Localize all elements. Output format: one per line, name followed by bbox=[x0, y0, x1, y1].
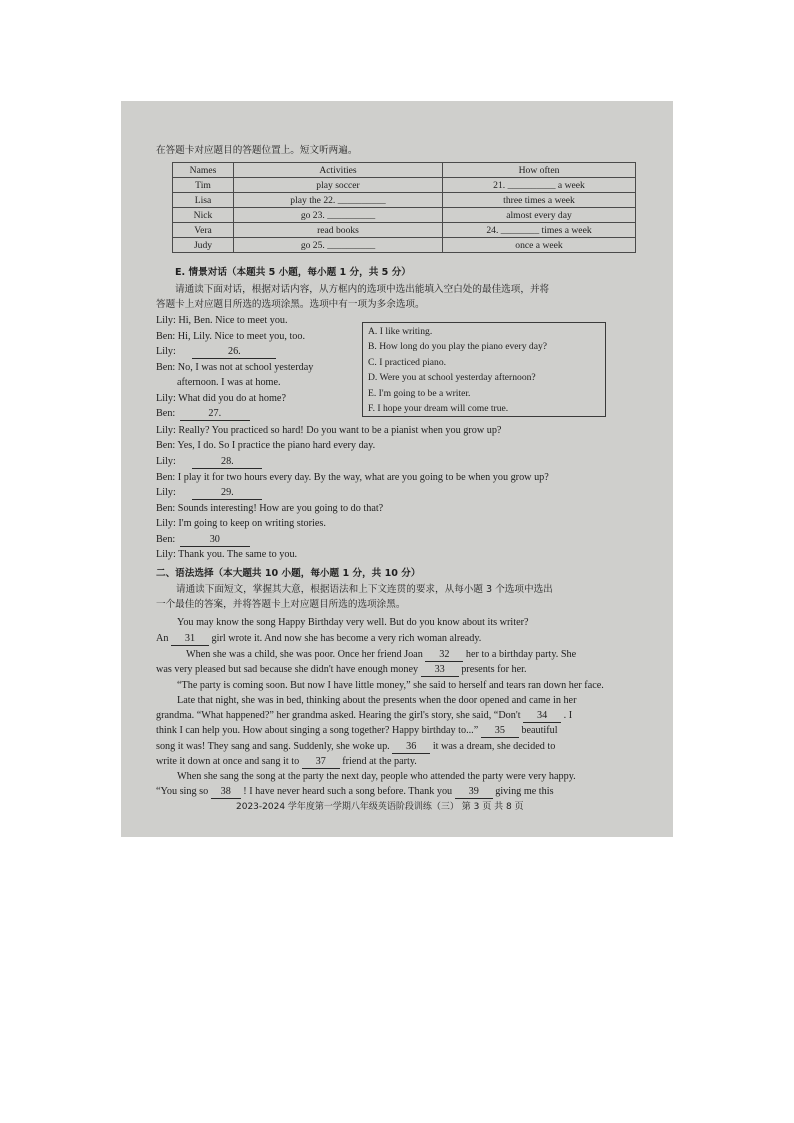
header-activities: Activities bbox=[234, 163, 443, 178]
passage-text: song it was! They sang and sang. Suddenly, she woke up. bbox=[156, 741, 390, 752]
speaker-label: Ben: bbox=[156, 534, 176, 545]
answer-blank-35: 35 bbox=[481, 724, 519, 738]
passage-text: ! I have never heard such a song before. Thank you bbox=[243, 786, 453, 797]
table-header-row bbox=[173, 163, 636, 178]
table-row bbox=[173, 223, 636, 238]
passage-line bbox=[186, 648, 576, 662]
option-a: A. I like writing. bbox=[368, 326, 433, 337]
passage-text: write it down at once and sang it to bbox=[156, 756, 300, 767]
passage-text: girl wrote it. And now she has become a very rich woman already. bbox=[211, 633, 482, 644]
speaker-label: Lily: bbox=[156, 346, 176, 357]
passage-line bbox=[156, 755, 417, 769]
passage-line: “The party is coming soon. But now I have little money,” she said to herself and tears ran down her face. bbox=[177, 680, 604, 691]
passage-text: think I can help you. How about singing a song together? Happy birthday to...” bbox=[156, 725, 479, 736]
cell-name: Lisa bbox=[173, 193, 234, 208]
table-row bbox=[173, 193, 636, 208]
answer-blank-36: 36 bbox=[392, 740, 430, 754]
passage-line bbox=[156, 724, 558, 738]
cell-name: Nick bbox=[173, 208, 234, 223]
passage-text: When she was a child, she was poor. Once her friend Joan bbox=[186, 649, 423, 660]
section-2-title: 二、语法选择（本大题共 10 小题，每小题 1 分，共 10 分） bbox=[156, 568, 421, 579]
speaker-label: Lily: bbox=[156, 456, 176, 467]
dialogue-line: Ben: I play it for two hours every day. By the way, what are you going to be when you grow up? bbox=[156, 472, 549, 483]
passage-text: friend at the party. bbox=[342, 756, 417, 767]
table-row bbox=[173, 178, 636, 193]
passage-text: giving me this bbox=[495, 786, 554, 797]
dialogue-line: afternoon. I was at home. bbox=[177, 377, 281, 388]
section-2-instruction-1: 请通读下面短文，掌握其大意，根据语法和上下文连贯的要求，从每小题 3 个选项中选出 bbox=[176, 584, 553, 595]
dialogue-line-blank bbox=[156, 455, 262, 469]
passage-line bbox=[156, 740, 555, 754]
dialogue-line-blank bbox=[156, 407, 250, 421]
listening-table bbox=[172, 162, 636, 253]
option-d: D. Were you at school yesterday afternoon? bbox=[368, 372, 536, 383]
answer-blank-27: 27. bbox=[180, 407, 250, 421]
cell-name: Vera bbox=[173, 223, 234, 238]
answer-blank-37: 37 bbox=[302, 755, 340, 769]
passage-line: You may know the song Happy Birthday very well. But do you know about its writer? bbox=[177, 617, 529, 628]
cell-activity: play the 22. __________ bbox=[234, 193, 443, 208]
answer-blank-32: 32 bbox=[425, 648, 463, 662]
option-c: C. I practiced piano. bbox=[368, 357, 447, 368]
speaker-label: Lily: bbox=[156, 487, 176, 498]
dialogue-line-blank bbox=[156, 345, 276, 359]
cell-often: 24. ________ times a week bbox=[443, 223, 636, 238]
dialogue-line: Ben: No, I was not at school yesterday bbox=[156, 362, 314, 373]
cell-often: three times a week bbox=[443, 193, 636, 208]
answer-blank-31: 31 bbox=[171, 632, 209, 646]
dialogue-line-blank bbox=[156, 486, 262, 500]
answer-blank-26: 26. bbox=[192, 345, 276, 359]
dialogue-line: Lily: I'm going to keep on writing stories. bbox=[156, 518, 326, 529]
table-row bbox=[173, 208, 636, 223]
instruction-top: 在答题卡对应题目的答题位置上。短文听两遍。 bbox=[156, 145, 358, 156]
dialogue-line: Lily: What did you do at home? bbox=[156, 393, 286, 404]
cell-name: Tim bbox=[173, 178, 234, 193]
header-how-often: How often bbox=[443, 163, 636, 178]
section-e-instruction-1: 请通读下面对话，根据对话内容，从方框内的选项中选出能填入空白处的最佳选项，并将 bbox=[175, 284, 550, 295]
dialogue-line-blank bbox=[156, 533, 250, 547]
passage-line bbox=[156, 663, 527, 677]
cell-often: 21. __________ a week bbox=[443, 178, 636, 193]
dialogue-line: Lily: Thank you. The same to you. bbox=[156, 549, 298, 560]
passage-text: presents for her. bbox=[461, 664, 527, 675]
section-2-instruction-2: 一个最佳的答案，并将答题卡上对应题目所选的选项涂黑。 bbox=[156, 599, 406, 610]
page-footer: 2023-2024 学年度第一学期八年级英语阶段训练（三） 第 3 页 共 8 页 bbox=[236, 802, 524, 812]
passage-text: was very pleased but sad because she didn't have enough money bbox=[156, 664, 419, 675]
passage-line bbox=[156, 632, 481, 646]
passage-line: When she sang the song at the party the next day, people who attended the party were very happy. bbox=[177, 771, 576, 782]
dialogue-line: Lily: Hi, Ben. Nice to meet you. bbox=[156, 315, 288, 326]
option-f: F. I hope your dream will come true. bbox=[368, 403, 509, 414]
cell-often: once a week bbox=[443, 238, 636, 253]
cell-name: Judy bbox=[173, 238, 234, 253]
answer-blank-29: 29. bbox=[192, 486, 262, 500]
answer-blank-39: 39 bbox=[455, 785, 493, 799]
answer-blank-38: 38 bbox=[211, 785, 241, 799]
header-names: Names bbox=[173, 163, 234, 178]
speaker-label: Ben: bbox=[156, 408, 176, 419]
passage-text: . I bbox=[563, 710, 573, 721]
passage-line: Late that night, she was in bed, thinking about the presents when the door opened and came in her bbox=[177, 695, 577, 706]
table-row bbox=[173, 238, 636, 253]
section-e-title: E. 情景对话（本题共 5 小题，每小题 1 分，共 5 分） bbox=[175, 267, 411, 278]
passage-line bbox=[156, 785, 554, 799]
passage-line bbox=[156, 709, 572, 723]
dialogue-line: Ben: Sounds interesting! How are you going to do that? bbox=[156, 503, 384, 514]
passage-text: grandma. “What happened?” her grandma asked. Hearing the girl's story, she said, “Don't bbox=[156, 710, 521, 721]
passage-text: An bbox=[156, 633, 169, 644]
passage-text: beautiful bbox=[521, 725, 558, 736]
section-e-instruction-2: 答题卡上对应题目所选的选项涂黑。选项中有一项为多余选项。 bbox=[156, 299, 425, 310]
passage-text: it was a dream, she decided to bbox=[432, 741, 556, 752]
cell-often: almost every day bbox=[443, 208, 636, 223]
cell-activity: go 23. __________ bbox=[234, 208, 443, 223]
cell-activity: play soccer bbox=[234, 178, 443, 193]
answer-blank-33: 33 bbox=[421, 663, 459, 677]
dialogue-line: Ben: Yes, I do. So I practice the piano hard every day. bbox=[156, 440, 376, 451]
cell-activity: go 25. __________ bbox=[234, 238, 443, 253]
dialogue-line: Ben: Hi, Lily. Nice to meet you, too. bbox=[156, 331, 306, 342]
passage-text: her to a birthday party. She bbox=[465, 649, 577, 660]
options-box bbox=[362, 322, 606, 417]
answer-blank-30: 30 bbox=[180, 533, 250, 547]
cell-activity: read books bbox=[234, 223, 443, 238]
option-b: B. How long do you play the piano every day? bbox=[368, 341, 548, 352]
option-e: E. I'm going to be a writer. bbox=[368, 388, 471, 399]
dialogue-line: Lily: Really? You practiced so hard! Do you want to be a pianist when you grow up? bbox=[156, 425, 502, 436]
passage-text: “You sing so bbox=[156, 786, 209, 797]
answer-blank-34: 34 bbox=[523, 709, 561, 723]
answer-blank-28: 28. bbox=[192, 455, 262, 469]
